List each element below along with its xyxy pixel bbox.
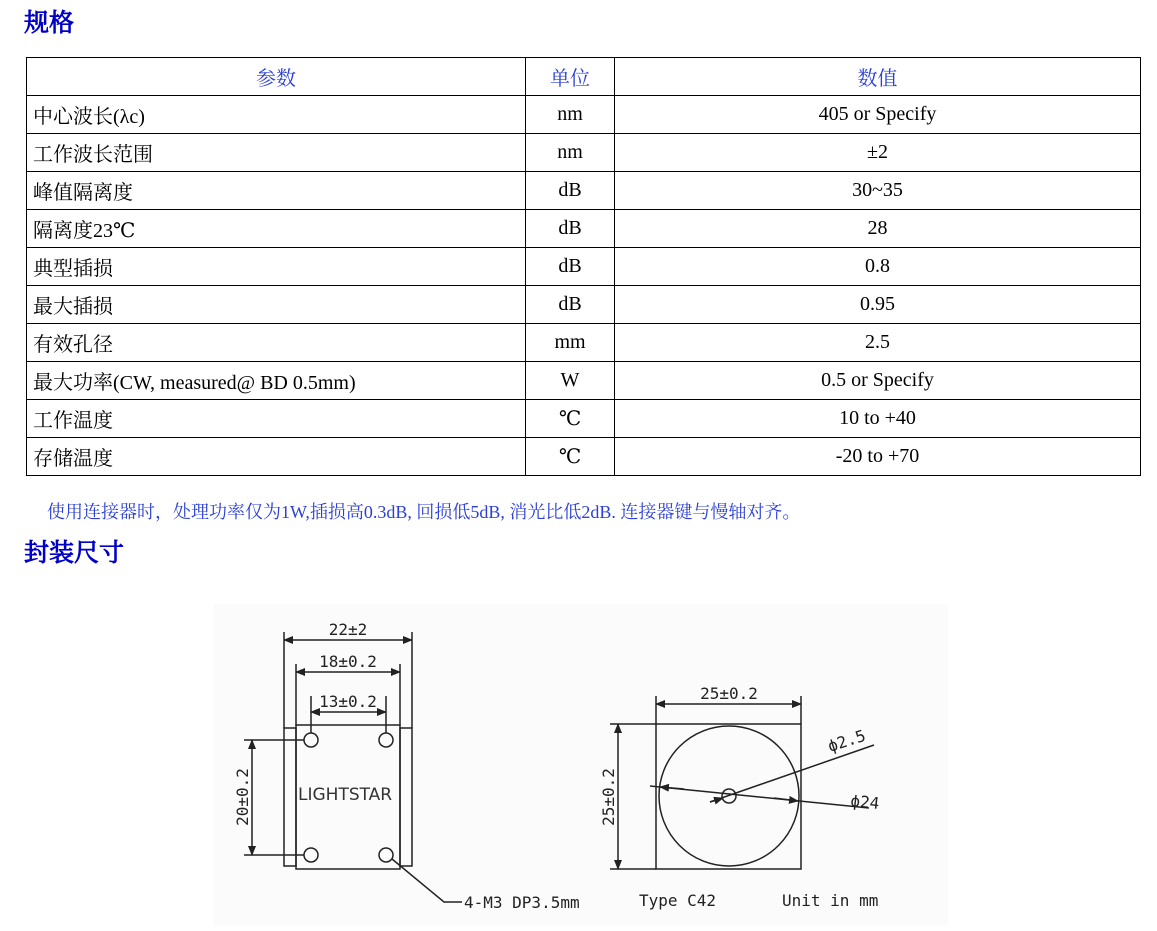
left-flange xyxy=(284,728,296,866)
outer-diameter-label: ϕ24 xyxy=(849,791,881,813)
unit-cell: mm xyxy=(526,324,615,362)
unit-cell: W xyxy=(526,362,615,400)
table-row xyxy=(27,286,1141,324)
value-cell: -20 to +70 xyxy=(615,438,1141,476)
unit-cell: nm xyxy=(526,134,615,172)
table-row xyxy=(27,210,1141,248)
mounting-hole xyxy=(304,848,318,862)
connector-note: 使用连接器时，处理功率仅为1W,插损高0.3dB, 回损低5dB, 消光比低2dB. 连接器键与慢轴对齐。 xyxy=(47,502,801,522)
param-cell: 有效孔径 xyxy=(27,324,526,362)
dim-label-25-vertical: 25±0.2 xyxy=(599,768,618,826)
unit-cell: ℃ xyxy=(526,400,615,438)
table-row xyxy=(27,248,1141,286)
spec-table xyxy=(26,57,1141,476)
table-row xyxy=(27,172,1141,210)
dim-label-25-horizontal: 25±0.2 xyxy=(700,684,758,703)
value-cell: 28 xyxy=(615,210,1141,248)
mounting-hole xyxy=(379,848,393,862)
spec-section-title: 规格 xyxy=(24,8,75,37)
unit-cell: ℃ xyxy=(526,438,615,476)
mounting-hole xyxy=(304,733,318,747)
param-cell: 峰值隔离度 xyxy=(27,172,526,210)
holes-label: 4-M3 DP3.5mm xyxy=(464,893,580,912)
table-row xyxy=(27,362,1141,400)
table-header-row xyxy=(27,58,1141,96)
param-cell: 工作波长范围 xyxy=(27,134,526,172)
value-cell: 405 or Specify xyxy=(615,96,1141,134)
table-row xyxy=(27,96,1141,134)
param-cell: 中心波长(λc) xyxy=(27,96,526,134)
unit-cell: nm xyxy=(526,96,615,134)
unit-cell: dB xyxy=(526,286,615,324)
param-cell: 隔离度23℃ xyxy=(27,210,526,248)
unit-cell: dB xyxy=(526,248,615,286)
value-cell: 0.5 or Specify xyxy=(615,362,1141,400)
table-row xyxy=(27,400,1141,438)
header-value: 数值 xyxy=(615,58,1141,96)
type-label: Type C42 xyxy=(639,891,717,910)
param-cell: 最大功率(CW, measured@ BD 0.5mm) xyxy=(27,362,526,400)
dim-label-20: 20±0.2 xyxy=(233,768,252,826)
value-cell: 0.95 xyxy=(615,286,1141,324)
header-unit: 单位 xyxy=(526,58,615,96)
value-cell: ±2 xyxy=(615,134,1141,172)
param-cell: 工作温度 xyxy=(27,400,526,438)
square-body xyxy=(656,724,801,869)
dim-label-18: 18±0.2 xyxy=(319,652,377,671)
mounting-hole xyxy=(379,733,393,747)
package-section-title: 封装尺寸 xyxy=(24,538,125,567)
logo-text: LIGHTSTAR xyxy=(298,785,393,805)
unit-label: Unit in mm xyxy=(782,891,879,910)
table-row xyxy=(27,438,1141,476)
table-row xyxy=(27,134,1141,172)
dim-label-22: 22±2 xyxy=(328,620,368,639)
value-cell: 2.5 xyxy=(615,324,1141,362)
unit-cell: dB xyxy=(526,210,615,248)
value-cell: 10 to +40 xyxy=(615,400,1141,438)
param-cell: 存储温度 xyxy=(27,438,526,476)
aperture-label: ϕ2.5 xyxy=(825,725,868,756)
value-cell: 30~35 xyxy=(615,172,1141,210)
value-cell: 0.8 xyxy=(615,248,1141,286)
right-flange xyxy=(400,728,412,866)
param-cell: 最大插损 xyxy=(27,286,526,324)
package-drawing xyxy=(214,604,948,926)
table-row xyxy=(27,324,1141,362)
param-cell: 典型插损 xyxy=(27,248,526,286)
aperture-leader xyxy=(710,745,874,802)
dim-label-13: 13±0.2 xyxy=(319,692,377,711)
unit-cell: dB xyxy=(526,172,615,210)
header-param: 参数 xyxy=(27,58,526,96)
